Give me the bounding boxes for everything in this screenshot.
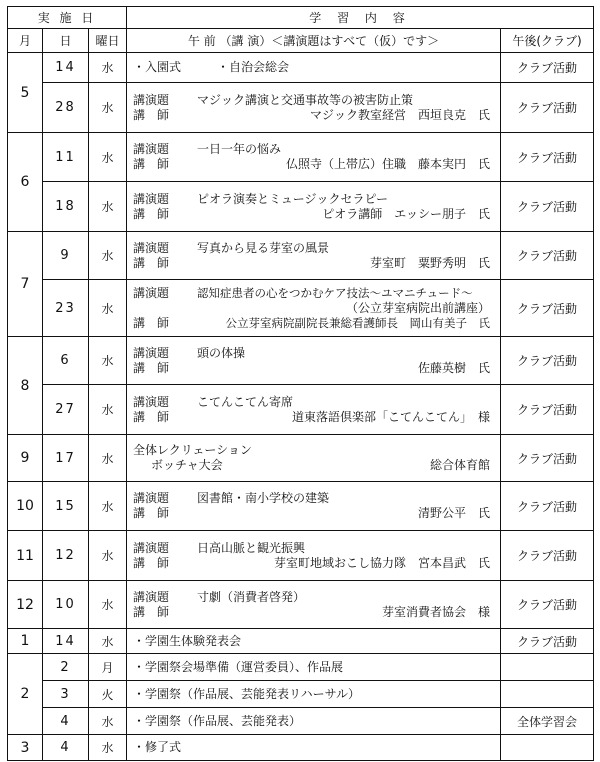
header-weekday: 曜日 [89, 29, 127, 53]
topic-label: 講演題 [133, 394, 170, 409]
topic-text: 頭の体操 [197, 345, 246, 360]
pm-cell: 全体学習会 [501, 708, 594, 735]
lecturer-label: 講 師 [133, 255, 170, 270]
topic-label: 講演題 [133, 491, 170, 505]
weekday-cell: 水 [89, 53, 127, 83]
table-row [8, 53, 594, 83]
table-row [8, 708, 594, 735]
header-day: 日 [43, 29, 89, 53]
day-cell: 4 [43, 735, 89, 761]
month-cell: 2 [8, 654, 43, 735]
header-am: 午 前 （講 演）＜講演題はすべて（仮）です＞ [127, 29, 501, 53]
pm-cell: クラブ活動 [501, 385, 594, 435]
pm-cell [501, 654, 594, 681]
pm-cell: クラブ活動 [501, 337, 594, 385]
table-row [8, 435, 594, 482]
weekday-cell: 水 [89, 708, 127, 735]
table-row [8, 133, 594, 182]
pm-cell: クラブ活動 [501, 629, 594, 654]
lecturer-text: 芽室消費者協会 様 [382, 604, 491, 619]
weekday-cell: 水 [89, 133, 127, 182]
day-cell: 17 [43, 435, 89, 482]
header-row-2 [8, 29, 594, 53]
weekday-cell: 水 [89, 385, 127, 435]
lecturer-label: 講 師 [133, 506, 170, 520]
header-month: 月 [8, 29, 43, 53]
am-cell [127, 629, 501, 654]
weekday-cell: 水 [89, 337, 127, 385]
lecturer-label: 講 師 [133, 157, 170, 171]
table-row [8, 654, 594, 681]
header-pm: 午後(クラブ) [501, 29, 594, 53]
lecturer-text: 佐藤英樹 氏 [418, 360, 491, 375]
day-cell: 4 [43, 708, 89, 735]
header-content-group: 学 習 内 容 [127, 7, 594, 29]
am-cell [127, 482, 501, 531]
topic-subtitle: （公立芽室病院出前講座） [346, 300, 491, 315]
lecturer-label: 講 師 [133, 107, 170, 122]
topic-text: 図書館・南小学校の建築 [197, 491, 330, 505]
day-cell: 15 [43, 482, 89, 531]
weekday-cell: 月 [89, 654, 127, 681]
venue-text: 総合体育館 [430, 458, 491, 472]
lecturer-label: 講 師 [133, 360, 170, 375]
pm-cell: クラブ活動 [501, 83, 594, 133]
table-row [8, 232, 594, 280]
topic-label: 講演題 [133, 540, 170, 555]
topic-text: 一日一年の悩み [197, 142, 282, 156]
day-cell: 11 [43, 133, 89, 182]
day-cell: 10 [43, 581, 89, 629]
schedule-table [7, 6, 594, 761]
am-cell [127, 581, 501, 629]
topic-text: 写真から見る芽室の風景 [197, 240, 330, 255]
am-cell [127, 735, 501, 761]
day-cell: 28 [43, 83, 89, 133]
lecturer-text: ピオラ講師 エッシー朋子 氏 [322, 206, 491, 221]
day-cell: 27 [43, 385, 89, 435]
month-cell: 7 [8, 232, 43, 337]
topic-label: 講演題 [133, 345, 170, 360]
pm-cell: クラブ活動 [501, 53, 594, 83]
day-cell: 14 [43, 629, 89, 654]
table-row [8, 482, 594, 531]
pm-cell: クラブ活動 [501, 133, 594, 182]
topic-label: 講演題 [133, 240, 170, 255]
pm-cell [501, 735, 594, 761]
header-row-1 [8, 7, 594, 29]
table-row [8, 337, 594, 385]
month-cell: 1 [8, 629, 43, 654]
lecturer-text: 道東落語倶楽部「こてんこてん」 様 [292, 409, 491, 424]
topic-label: 講演題 [133, 589, 170, 604]
topic-label: 講演題 [133, 142, 170, 156]
am-text: ・入園式 ・自治会総会 [133, 60, 290, 74]
lecturer-text: マジック教室経営 西垣良克 氏 [310, 107, 491, 122]
lecturer-label: 講 師 [133, 206, 170, 221]
pm-cell [501, 681, 594, 708]
lecturer-text: 仏照寺（上帯広）住職 藤本実円 氏 [286, 157, 491, 171]
lecturer-text: 芽室町地域おこし協力隊 宮本昌武 氏 [274, 555, 491, 570]
am-cell [127, 681, 501, 708]
table-row [8, 581, 594, 629]
am-text: 全体レクリェーション [133, 443, 252, 457]
table-row [8, 182, 594, 232]
am-cell [127, 53, 501, 83]
pm-cell: クラブ活動 [501, 435, 594, 482]
weekday-cell: 火 [89, 681, 127, 708]
topic-text: 認知症患者の心をつかむケア技法～ユマニチュード～ [197, 285, 473, 300]
weekday-cell: 水 [89, 83, 127, 133]
topic-label: 講演題 [133, 92, 170, 107]
day-cell: 2 [43, 654, 89, 681]
month-cell: 11 [8, 531, 43, 581]
month-cell: 3 [8, 735, 43, 761]
lecturer-text: 公立芽室病院副院長兼総看護師長 岡山有美子 氏 [225, 315, 491, 330]
table-row [8, 280, 594, 337]
day-cell: 3 [43, 681, 89, 708]
weekday-cell: 水 [89, 232, 127, 280]
am-cell [127, 337, 501, 385]
month-cell: 10 [8, 482, 43, 531]
weekday-cell: 水 [89, 629, 127, 654]
month-cell: 5 [8, 53, 43, 133]
am-text: ・学園祭会場準備（運営委員）、作品展 [133, 659, 344, 674]
topic-label: 講演題 [133, 285, 170, 300]
lecturer-label: 講 師 [133, 409, 170, 424]
month-cell: 6 [8, 133, 43, 232]
lecturer-text: 芽室町 粟野秀明 氏 [370, 255, 491, 270]
day-cell: 6 [43, 337, 89, 385]
month-cell: 8 [8, 337, 43, 435]
day-cell: 18 [43, 182, 89, 232]
month-cell: 9 [8, 435, 43, 482]
pm-cell: クラブ活動 [501, 232, 594, 280]
lecturer-label: 講 師 [133, 315, 170, 330]
lecturer-label: 講 師 [133, 555, 170, 570]
topic-text: ピオラ演奏とミュージックセラピー [197, 191, 389, 206]
am-cell [127, 83, 501, 133]
am-text: ・学園祭（作品展、芸能発表リハーサル） [133, 686, 361, 701]
header-date-group: 実 施 日 [8, 7, 127, 29]
am-cell [127, 708, 501, 735]
weekday-cell: 水 [89, 435, 127, 482]
pm-cell: クラブ活動 [501, 280, 594, 337]
am-text: ・修了式 [133, 740, 182, 754]
day-cell: 9 [43, 232, 89, 280]
topic-text: 寸劇（消費者啓発） [197, 589, 306, 604]
topic-text: 日高山脈と観光振興 [197, 540, 306, 555]
am-cell [127, 531, 501, 581]
topic-text: マジック講演と交通事故等の被害防止策 [197, 92, 414, 107]
am-cell [127, 654, 501, 681]
weekday-cell: 水 [89, 182, 127, 232]
day-cell: 12 [43, 531, 89, 581]
lecturer-label: 講 師 [133, 604, 170, 619]
table-row [8, 629, 594, 654]
am-cell [127, 435, 501, 482]
pm-cell: クラブ活動 [501, 482, 594, 531]
topic-label: 講演題 [133, 191, 170, 206]
am-cell [127, 182, 501, 232]
am-cell [127, 232, 501, 280]
table-row [8, 83, 594, 133]
weekday-cell: 水 [89, 482, 127, 531]
am-cell [127, 280, 501, 337]
topic-text: こてんこてん寄席 [197, 394, 294, 409]
weekday-cell: 水 [89, 735, 127, 761]
table-row [8, 735, 594, 761]
table-row [8, 681, 594, 708]
month-cell: 12 [8, 581, 43, 629]
pm-cell: クラブ活動 [501, 531, 594, 581]
weekday-cell: 水 [89, 280, 127, 337]
weekday-cell: 水 [89, 531, 127, 581]
day-cell: 23 [43, 280, 89, 337]
am-cell [127, 385, 501, 435]
table-row [8, 531, 594, 581]
am-text: ・学園生体験発表会 [133, 633, 242, 648]
table-row [8, 385, 594, 435]
weekday-cell: 水 [89, 581, 127, 629]
am-cell [127, 133, 501, 182]
am-subtext: ボッチャ大会 [151, 458, 223, 472]
day-cell: 14 [43, 53, 89, 83]
am-text: ・学園祭（作品展、芸能発表） [133, 713, 302, 728]
lecturer-text: 清野公平 氏 [418, 506, 491, 520]
pm-cell: クラブ活動 [501, 581, 594, 629]
pm-cell: クラブ活動 [501, 182, 594, 232]
